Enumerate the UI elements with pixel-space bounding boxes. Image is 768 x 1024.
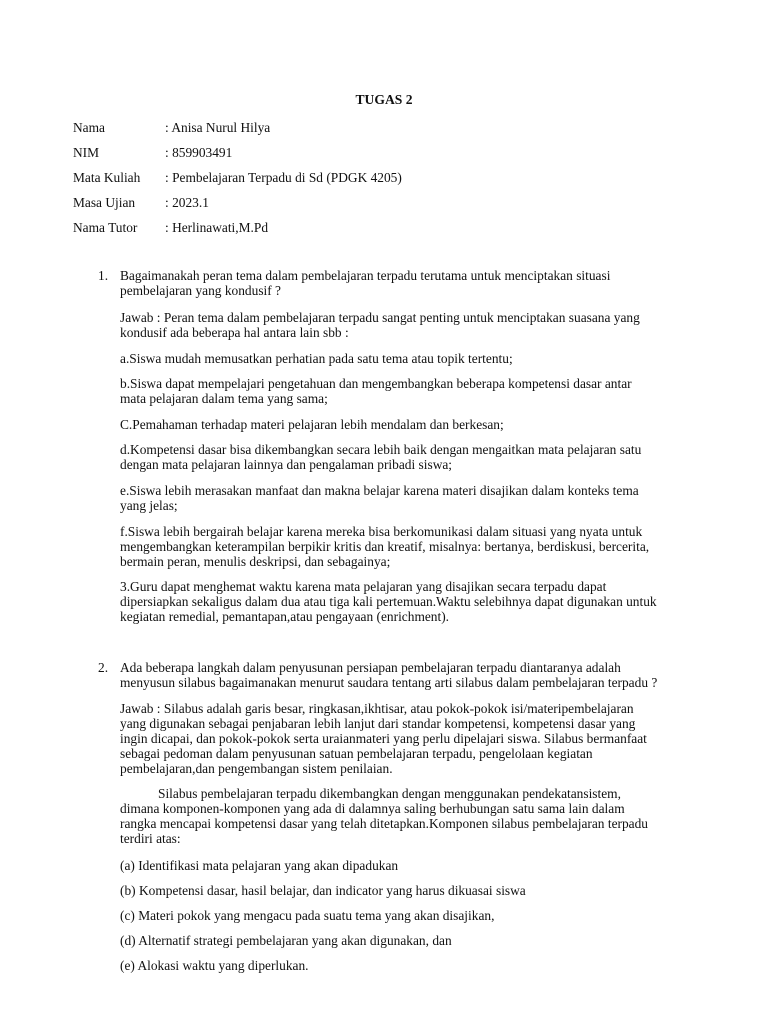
question-1-text [120,268,700,298]
text-line: ingin dicapai, dan pokok-pokok serta uraianmateri yang perlu dipelajari siswa. Silabus bermanfaat [120,731,647,746]
text-line: terdiri atas: [120,831,181,846]
text-line: sebagai pedoman dalam penyusunan satuan pembelajaran terpadu, pengelolaan kegiatan [120,746,593,761]
info-value: : Anisa Nurul Hilya [165,120,271,135]
text-line: menyusun silabus bagaimanakan menurut saudara tentang arti silabus dalam pembelajaran terpadu ? [120,675,658,690]
text-line: dipersiapkan sekaligus dalam dua atau tiga kali pertemuan.Waktu selebihnya dapat digunakan untuk [120,594,657,609]
info-value: : 859903491 [165,145,233,160]
text-line: dimana komponen-komponen yang ada di dalamnya saling berhubungan satu sama lain dalam [120,801,625,816]
text-line: rangka mencapai kompetensi dasar yang telah ditetapkan.Komponen silabus pembelajaran terpadu [120,816,648,831]
text-line: Bagaimanakah peran tema dalam pembelajaran terpadu terutama untuk menciptakan situasi [120,268,611,283]
info-label: Masa Ujian [73,195,136,210]
answer-1-point-e [120,483,700,513]
page-title: TUGAS 2 [355,92,413,107]
text-line: mengembangkan keterampilan berpikir kritis dan kreatif, misalnya: bertanya, berdiskusi, bercerita, [120,539,650,554]
text-line: pembelajaran,dan pengembangan sistem penilaian. [120,761,393,776]
text-line: b.Siswa dapat mempelajari pengetahuan dan mengembangkan beberapa kompetensi dasar antar [120,376,632,391]
text-line: mata pelajaran dalam tema yang sama; [120,391,328,406]
text-line: yang digunakan sebagai penjabaran lebih lanjut dari standar kompetensi, kompetensi dasar yang [120,716,636,731]
info-label: Mata Kuliah [73,170,141,185]
answer-1-point-d [120,442,700,472]
component-item-d: (d) Alternatif strategi pembelajaran yang akan digunakan, dan [120,933,452,948]
component-item-a: (a) Identifikasi mata pelajaran yang akan dipadukan [120,858,399,873]
text-line: Jawab : Silabus adalah garis besar, ringkasan,ikhtisar, atau pokok-pokok isi/materipembelajaran [120,701,634,716]
text-line: Ada beberapa langkah dalam penyusunan persiapan pembelajaran terpadu diantaranya adalah [120,660,621,675]
info-value: : 2023.1 [165,195,209,210]
question-2-number: 2. [98,660,109,675]
text-line: e.Siswa lebih merasakan manfaat dan makna belajar karena materi disajikan dalam konteks tema [120,483,639,498]
text-line: dengan mata pelajaran lainnya dan pengalaman pribadi siswa; [120,457,453,472]
answer-1-point-3 [120,579,700,624]
info-value: : Herlinawati,M.Pd [165,220,269,235]
question-1-number: 1. [98,268,109,283]
text-line: yang jelas; [120,498,178,513]
answer-1-intro [120,310,700,340]
text-line: kegiatan remedial, pemantapan,atau pengayaan (enrichment). [120,609,450,624]
text-line: bermain peran, menulis deskripsi, dan sebagainya; [120,554,391,569]
answer-1-point-c [120,417,700,432]
text-line: C.Pemahaman terhadap materi pelajaran lebih mendalam dan berkesan; [120,417,504,432]
answer-2 [120,701,700,776]
component-item-b: (b) Kompetensi dasar, hasil belajar, dan indicator yang harus dikuasai siswa [120,883,526,898]
component-item-e: (e) Alokasi waktu yang diperlukan. [120,958,309,973]
text-line: 3.Guru dapat menghemat waktu karena mata pelajaran yang disajikan secara terpadu dapat [120,579,607,594]
question-2-text [120,660,700,690]
text-line: f.Siswa lebih bergairah belajar karena mereka bisa berkomunikasi dalam situasi yang nyata untuk [120,524,643,539]
text-line: kondusif ada beberapa hal antara lain sbb : [120,325,349,340]
info-label: NIM [73,145,100,160]
info-value: : Pembelajaran Terpadu di Sd (PDGK 4205) [165,170,402,185]
text-line: Jawab : Peran tema dalam pembelajaran terpadu sangat penting untuk menciptakan suasana yang [120,310,640,325]
answer-2-components-intro [120,786,700,846]
answer-1-point-b [120,376,700,406]
component-item-c: (c) Materi pokok yang mengacu pada suatu tema yang akan disajikan, [120,908,495,923]
text-line: a.Siswa mudah memusatkan perhatian pada satu tema atau topik tertentu; [120,351,513,366]
text-line: pembelajaran yang kondusif ? [120,283,282,298]
answer-1-point-a [120,351,700,366]
text-line: Silabus pembelajaran terpadu dikembangkan dengan menggunakan pendekatansistem, [158,786,621,801]
info-label: Nama Tutor [73,220,138,235]
answer-1-point-f [120,524,700,569]
info-label: Nama [73,120,105,135]
text-line: d.Kompetensi dasar bisa dikembangkan secara lebih baik dengan mengaitkan mata pelajaran satu [120,442,642,457]
